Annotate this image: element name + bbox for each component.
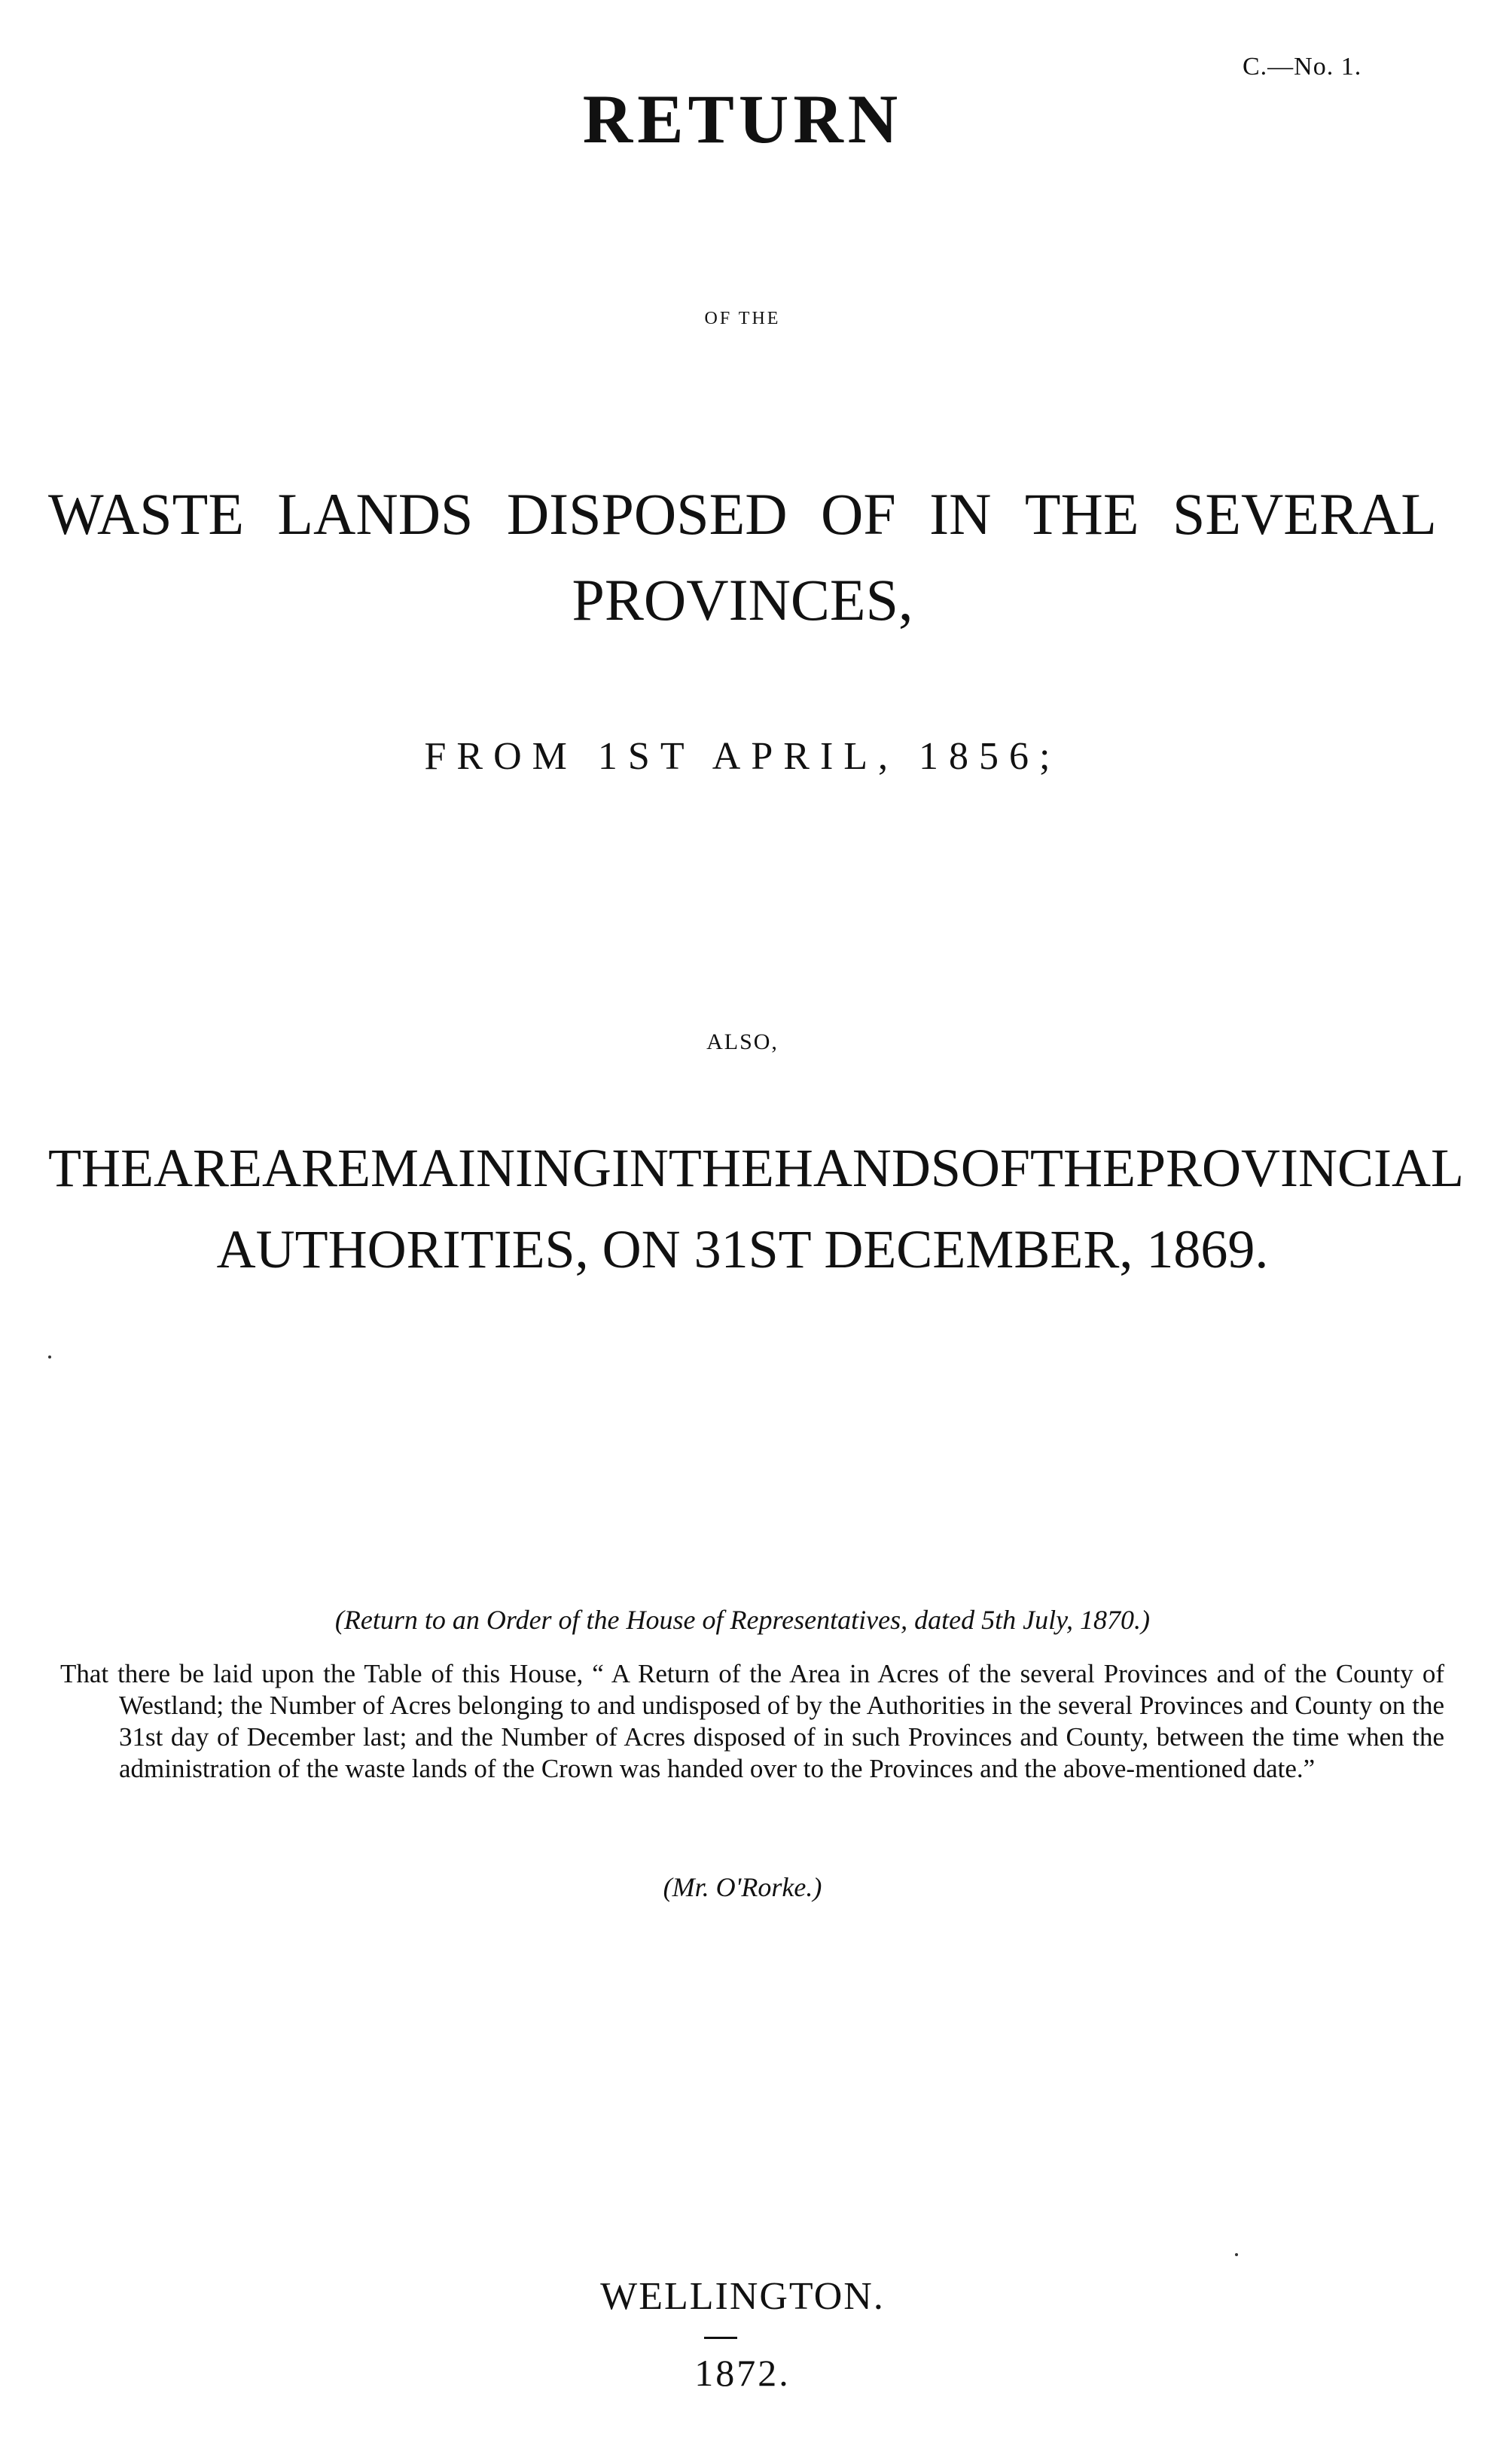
heading-word: THE bbox=[1024, 481, 1139, 547]
heading-word: THE bbox=[48, 1138, 154, 1198]
resolution-paragraph: That there be laid upon the Table of this House, “ A Return of the Area in Acres of the several Provinces and of the County of Westland; the Number of Acres belonging to and undisposed of by the Authorities in the several Provinces and County on the 31st day of December last; and the Number of Acres disposed of in such Provinces and County, between the time when the administration of the waste lands of the Crown was handed over to the Provinces and the above-mentioned date.” bbox=[60, 1659, 1444, 1783]
heading-word: SEVERAL bbox=[1172, 481, 1437, 547]
mover-attribution: (Mr. O'Rorke.) bbox=[663, 1872, 822, 1902]
heading-waste-lands-line2: PROVINCES, bbox=[572, 567, 913, 633]
from-date-line: FROM 1ST APRIL, 1856; bbox=[424, 735, 1061, 778]
order-of-house-note: (Return to an Order of the House of Representatives, dated 5th July, 1870.) bbox=[334, 1605, 1151, 1635]
heading-word: THE bbox=[1029, 1138, 1136, 1198]
heading-word: OF bbox=[821, 481, 896, 547]
heading-word: DISPOSED bbox=[506, 481, 788, 547]
heading-word: AREA bbox=[153, 1138, 301, 1198]
scan-speck bbox=[48, 1356, 51, 1359]
heading-word: IN bbox=[611, 1138, 669, 1198]
imprint-year: 1872. bbox=[694, 2352, 791, 2394]
heading-word: IN bbox=[929, 481, 992, 547]
document-title: RETURN bbox=[582, 81, 903, 157]
heading-word: LANDS bbox=[277, 481, 474, 547]
heading-word: OF bbox=[960, 1138, 1030, 1198]
imprint-divider-rule bbox=[704, 2337, 737, 2339]
document-reference-number: C.—No. 1. bbox=[1243, 53, 1362, 81]
heading-word: HANDS bbox=[773, 1138, 961, 1198]
heading-word: THE bbox=[668, 1138, 774, 1198]
heading-waste-lands-line1 bbox=[48, 480, 1437, 548]
heading-word: REMAINING bbox=[300, 1138, 611, 1198]
heading-area-remaining-line2: AUTHORITIES, ON 31ST DECEMBER, 1869. bbox=[216, 1219, 1269, 1279]
heading-word: PROVINCIAL bbox=[1135, 1138, 1464, 1198]
also-connector: ALSO, bbox=[706, 1029, 779, 1054]
of-the-connector: OF THE bbox=[704, 309, 781, 328]
imprint-place: WELLINGTON. bbox=[600, 2275, 885, 2318]
heading-area-remaining-line1 bbox=[48, 1137, 1464, 1200]
scan-speck bbox=[1235, 2253, 1238, 2256]
heading-word: WASTE bbox=[48, 481, 244, 547]
